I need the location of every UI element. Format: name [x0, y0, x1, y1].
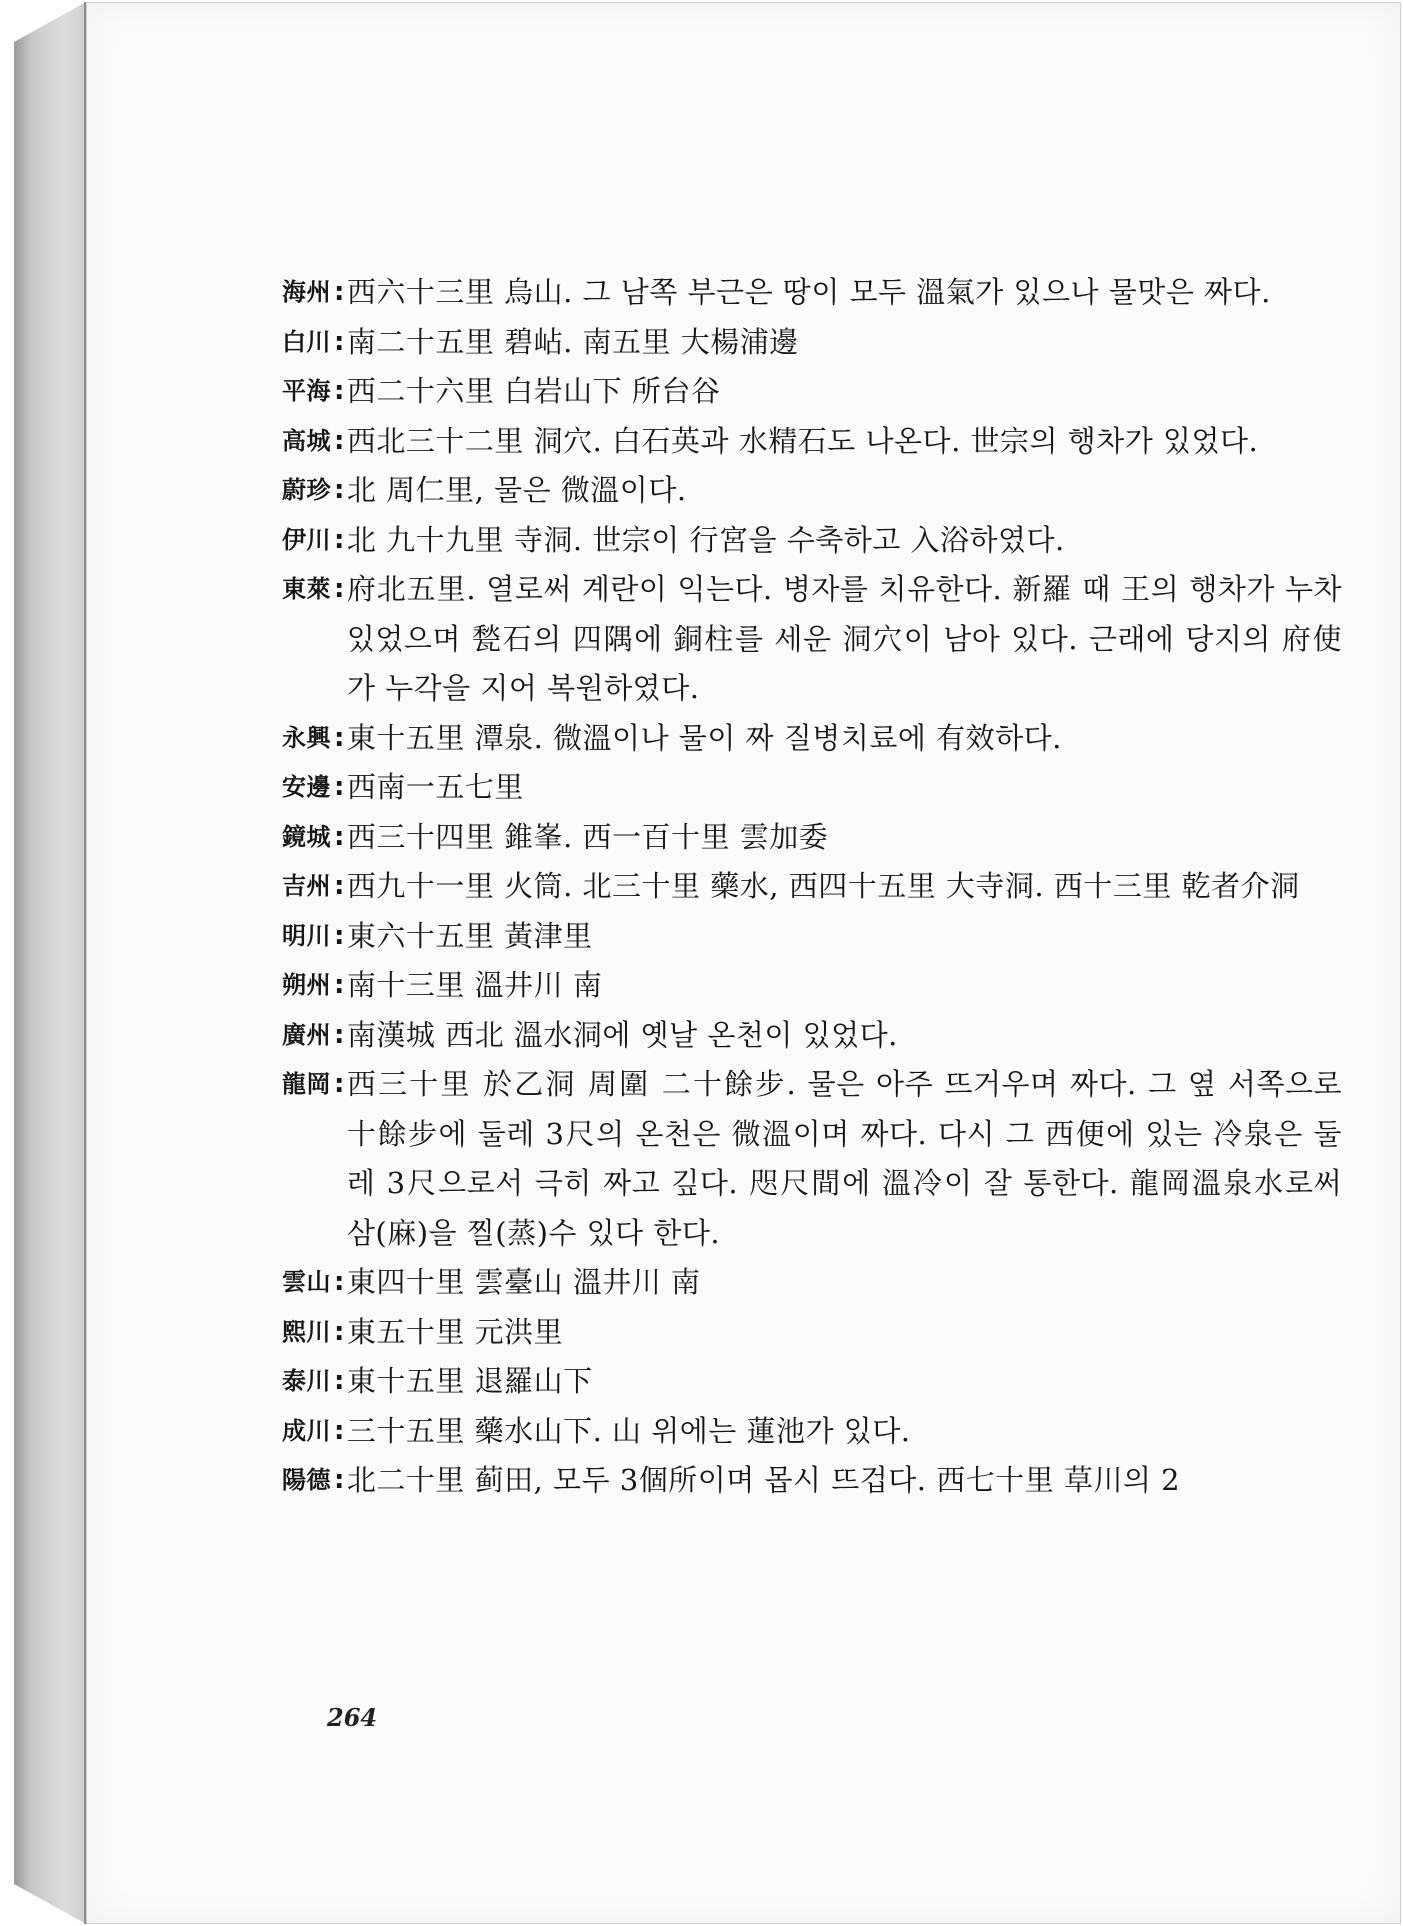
- entry-colon: :: [334, 1316, 345, 1347]
- entry-description: 府北五里. 열로써 계란이 익는다. 병자를 치유한다. 新羅 때 王의 행차가 누차 있었으며 甃石의 四隅에 銅柱를 세운 洞穴이 남아 있다. 근래에 당지의 府使가 누각을 지어 복원하였다.: [346, 572, 1342, 705]
- entry-description: 西九十一里 火筒. 北三十里 藥水, 西四十五里 大寺洞. 西十三里 乾者介洞: [346, 869, 1300, 903]
- entry-term: 陽德: [282, 1466, 331, 1494]
- entry-description: 西北三十二里 洞穴. 白石英과 水精石도 나온다. 世宗의 행차가 있었다.: [346, 423, 1259, 458]
- entry-description: 東四十里 雲臺山 溫井川 南: [346, 1265, 701, 1299]
- entry-description: 東五十里 元洪里: [346, 1314, 564, 1349]
- entry-row: [282, 1308, 1342, 1358]
- entry-list: [282, 268, 1342, 1506]
- entry-colon: :: [334, 1019, 345, 1050]
- book-spine: [14, 2, 86, 1924]
- entry-term: 高城: [282, 426, 331, 455]
- entry-term: 安邊: [282, 773, 331, 801]
- entry-description: 北 九十九里 寺洞. 世宗이 行宮을 수축하고 入浴하였다.: [346, 522, 1065, 557]
- entry-description: 西南一五七里: [346, 770, 524, 804]
- entry-colon: :: [334, 376, 345, 406]
- entry-colon: :: [334, 277, 345, 307]
- entry-row: [282, 565, 1342, 714]
- entry-row: [282, 268, 1342, 318]
- entry-row: [282, 1060, 1342, 1258]
- entry-term: 廣州: [282, 1020, 331, 1049]
- entry-term: 蔚珍: [282, 476, 331, 504]
- entry-description: 北 周仁里, 물은 微溫이다.: [346, 473, 687, 507]
- entry-colon: :: [334, 871, 345, 901]
- entry-row: [282, 1258, 1342, 1308]
- entry-description: 西二十六里 白岩山下 所台谷: [346, 374, 721, 408]
- entry-colon: :: [334, 920, 345, 951]
- book-page: [86, 2, 1401, 1924]
- entry-term: 熙川: [282, 1317, 331, 1346]
- entry-term: 海州: [282, 278, 331, 306]
- entry-description: 東六十五里 黃津里: [346, 918, 593, 953]
- entry-colon: :: [334, 722, 345, 753]
- entry-term: 泰川: [282, 1367, 331, 1395]
- entry-row: [282, 912, 1342, 962]
- entry-colon: :: [334, 524, 345, 555]
- entry-row: [282, 516, 1342, 566]
- entry-description: 南二十五里 碧岾. 南五里 大楊浦邊: [346, 324, 799, 359]
- entry-colon: :: [334, 475, 345, 505]
- entry-row: [282, 1357, 1342, 1407]
- entry-row: [282, 862, 1342, 912]
- entry-row: [282, 961, 1342, 1011]
- entry-description: 西三十里 於乙洞 周圍 二十餘步. 물은 아주 뜨거우며 짜다. 그 옆 서쪽으로 十餘步에 둘레 3尺의 온천은 微溫이며 짜다. 다시 그 西便에 있는 冷泉은 둘레 3尺으로서 극히 짜고 깊다. 咫尺間에 溫冷이 잘 통한다. 龍岡溫泉水로써 삼(麻)을 찔(蒸)수 있다 한다.: [346, 1067, 1342, 1250]
- entry-description: 南十三里 溫井川 南: [346, 968, 603, 1002]
- entry-row: [282, 466, 1342, 516]
- entry-colon: :: [334, 1415, 345, 1446]
- entry-colon: :: [334, 821, 345, 852]
- entry-description: 西三十四里 錐峯. 西一百十里 雲加委: [346, 819, 829, 854]
- entry-colon: :: [334, 425, 345, 456]
- entry-term: 鏡城: [282, 822, 331, 851]
- entry-colon: :: [334, 326, 345, 357]
- entry-colon: :: [334, 1069, 345, 1099]
- entry-colon: :: [334, 1366, 345, 1396]
- entry-description: 北二十里 蓟田, 모두 3個所이며 몹시 뜨겁다. 西七十里 草川의 2: [346, 1463, 1181, 1497]
- entry-colon: :: [334, 970, 345, 1000]
- entry-colon: :: [334, 1267, 345, 1297]
- entry-term: 東萊: [282, 575, 331, 603]
- entry-colon: :: [334, 772, 345, 802]
- entry-term: 成川: [282, 1416, 331, 1445]
- entry-description: 南漢城 西北 溫水洞에 옛날 온천이 있었다.: [346, 1017, 898, 1052]
- entry-colon: :: [334, 1465, 345, 1495]
- entry-term: 雲山: [282, 1268, 331, 1296]
- entry-description: 西六十三里 烏山. 그 남쪽 부근은 땅이 모두 溫氣가 있으나 물맛은 짜다.: [346, 275, 1271, 309]
- entry-row: [282, 1407, 1342, 1457]
- entry-row: [282, 1011, 1342, 1061]
- entry-term: 伊川: [282, 525, 331, 554]
- entry-description: 東十五里 潭泉. 微溫이나 물이 짜 질병치료에 有效하다.: [346, 720, 1062, 755]
- entry-row: [282, 417, 1342, 467]
- entry-term: 明川: [282, 921, 331, 950]
- entry-term: 永興: [282, 723, 331, 752]
- entry-row: [282, 318, 1342, 368]
- entry-term: 白川: [282, 327, 331, 356]
- entry-row: [282, 813, 1342, 863]
- entry-term: 平海: [282, 377, 331, 405]
- entry-colon: :: [334, 574, 345, 604]
- entry-description: 東十五里 退羅山下: [346, 1364, 593, 1398]
- entry-description: 三十五里 藥水山下. 山 위에는 蓮池가 있다.: [346, 1413, 911, 1448]
- entry-term: 朔州: [282, 971, 331, 999]
- entry-row: [282, 763, 1342, 813]
- entry-row: [282, 367, 1342, 417]
- entry-row: [282, 714, 1342, 764]
- entry-row: [282, 1456, 1342, 1506]
- entry-term: 龍岡: [282, 1070, 331, 1098]
- page-number: 264: [327, 1703, 378, 1732]
- entry-term: 吉州: [282, 872, 331, 900]
